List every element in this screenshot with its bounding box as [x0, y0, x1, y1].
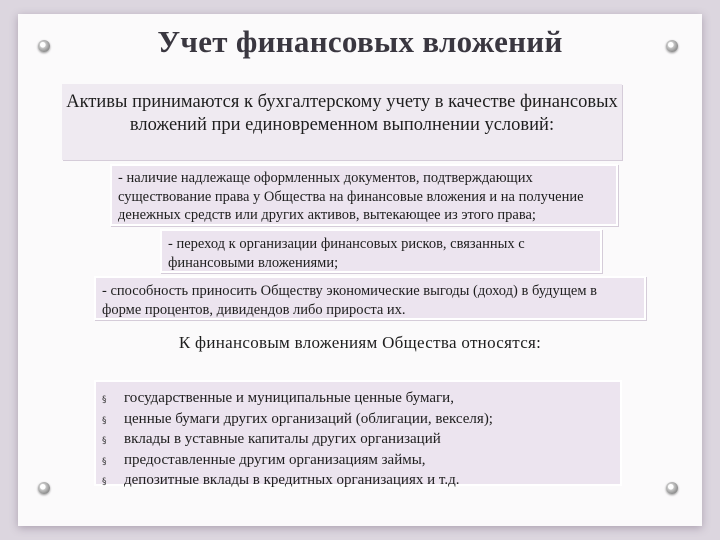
slide-title: Учет финансовых вложений: [157, 24, 563, 59]
bullet-icon: §: [102, 456, 107, 467]
list-item-text: депозитные вклады в кредитных организациях и т.д.: [124, 472, 460, 488]
list-item: [102, 471, 614, 492]
bullet-icon: §: [102, 436, 107, 446]
condition-benefits: - способность приносить Обществу экономические выгоды (доход) в будущем в форме процентов, дивидендов либо прироста их.: [94, 276, 646, 320]
condition-documents: - наличие надлежаще оформленных документов, подтверждающих существование права у Общества на финансовые вложения и на получение денежных средств или других активов, вытекающее из этого права;: [110, 164, 618, 226]
list-item: [102, 389, 614, 410]
list-item: [102, 430, 614, 451]
condition-risks: - переход к организации финансовых рисков, связанных с финансовыми вложениями;: [160, 229, 602, 273]
list-item: [102, 410, 614, 431]
investments-subtitle: К финансовым вложениям Общества относятся:: [178, 333, 542, 352]
bullet-icon: §: [102, 395, 107, 405]
list-item-text: предоставленные другим организациям займы,: [124, 451, 426, 468]
list-item-text: государственные и муниципальные ценные бумаги,: [124, 390, 454, 406]
list-item-text: вклады в уставные капиталы других организаций: [124, 431, 441, 447]
investments-list: [94, 380, 622, 486]
list-item-text: ценные бумаги других организаций (облигации, векселя);: [124, 410, 493, 427]
pin-bottom-left-icon: [38, 482, 50, 494]
bullet-icon: §: [102, 477, 107, 487]
pin-bottom-right-icon: [666, 482, 678, 494]
intro-text: Активы принимаются к бухгалтерскому учету в качестве финансовых вложений при единовременном выполнении условий:: [62, 84, 622, 160]
bullet-icon: §: [102, 415, 107, 426]
list-item: [102, 451, 614, 472]
